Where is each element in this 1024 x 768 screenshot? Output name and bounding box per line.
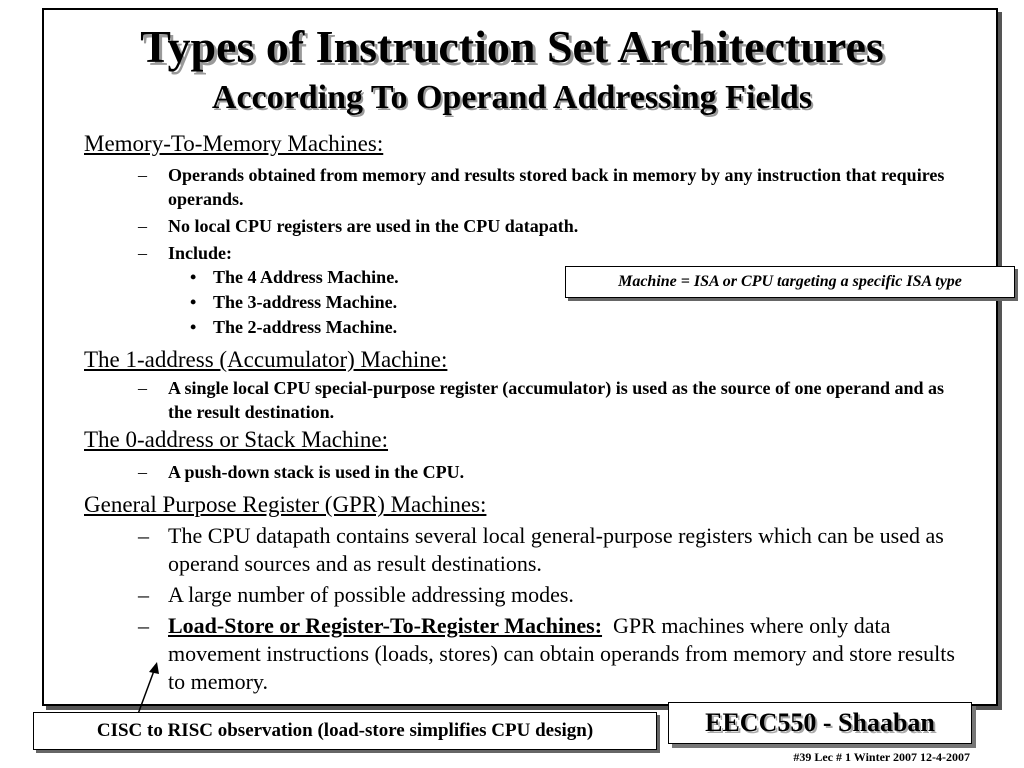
list-item: A single local CPU special-purpose register (accumulator) is used as the source of one operand and as the result destination.: [168, 378, 944, 422]
list-item: Operands obtained from memory and results stored back in memory by any instruction that requires operands.: [168, 165, 945, 209]
list-item: Include:: [168, 243, 233, 263]
dash-marker: –: [138, 243, 147, 263]
dash-marker: –: [138, 613, 149, 638]
load-store-label: Load-Store or Register-To-Register Machines:: [168, 613, 603, 638]
list-item: A push-down stack is used in the CPU.: [168, 462, 465, 482]
list-item: A large number of possible addressing modes.: [168, 582, 574, 607]
sub-list-item: The 2-address Machine.: [213, 317, 398, 337]
sub-list-item: The 4 Address Machine.: [213, 267, 399, 287]
dash-marker: –: [138, 378, 147, 398]
dash-marker: –: [138, 582, 149, 607]
list-item: No local CPU registers are used in the CPU datapath.: [168, 216, 579, 236]
bullet-marker: •: [190, 267, 197, 287]
slide-footer: #39 Lec # 1 Winter 2007 12-4-2007: [793, 750, 970, 764]
dash-marker: –: [138, 462, 147, 482]
dash-marker: –: [138, 216, 147, 236]
machine-definition-note: Machine = ISA or CPU targeting a specific ISA type: [565, 266, 1015, 298]
cisc-risc-note: CISC to RISC observation (load-store simplifies CPU design): [33, 712, 657, 750]
list-item: The CPU datapath contains several local general-purpose registers which can be used as operand sources and as result destinations.: [168, 523, 944, 576]
bullet-marker: •: [190, 292, 197, 312]
section-heading-accumulator: The 1-address (Accumulator) Machine:: [84, 347, 448, 372]
slide-subtitle: According To Operand Addressing Fields: [211, 79, 813, 116]
sub-list-item: The 3-address Machine.: [213, 292, 398, 312]
bullet-marker: •: [190, 317, 197, 337]
dash-marker: –: [138, 523, 149, 548]
load-store-text: GPR machines where only data movement instructions (loads, stores) can obtain operands from memory and store results to memory.: [168, 613, 955, 694]
arrow-icon: [130, 662, 170, 718]
course-badge: EECC550 - Shaaban: [668, 702, 972, 744]
section-heading-memory-to-memory: Memory-To-Memory Machines:: [84, 131, 384, 156]
section-heading-stack: The 0-address or Stack Machine:: [84, 427, 389, 452]
list-item-load-store: [168, 612, 968, 696]
dash-marker: –: [138, 165, 147, 185]
slide-title: Types of Instruction Set Architectures: [140, 21, 884, 72]
section-heading-gpr: General Purpose Register (GPR) Machines:: [84, 492, 487, 517]
